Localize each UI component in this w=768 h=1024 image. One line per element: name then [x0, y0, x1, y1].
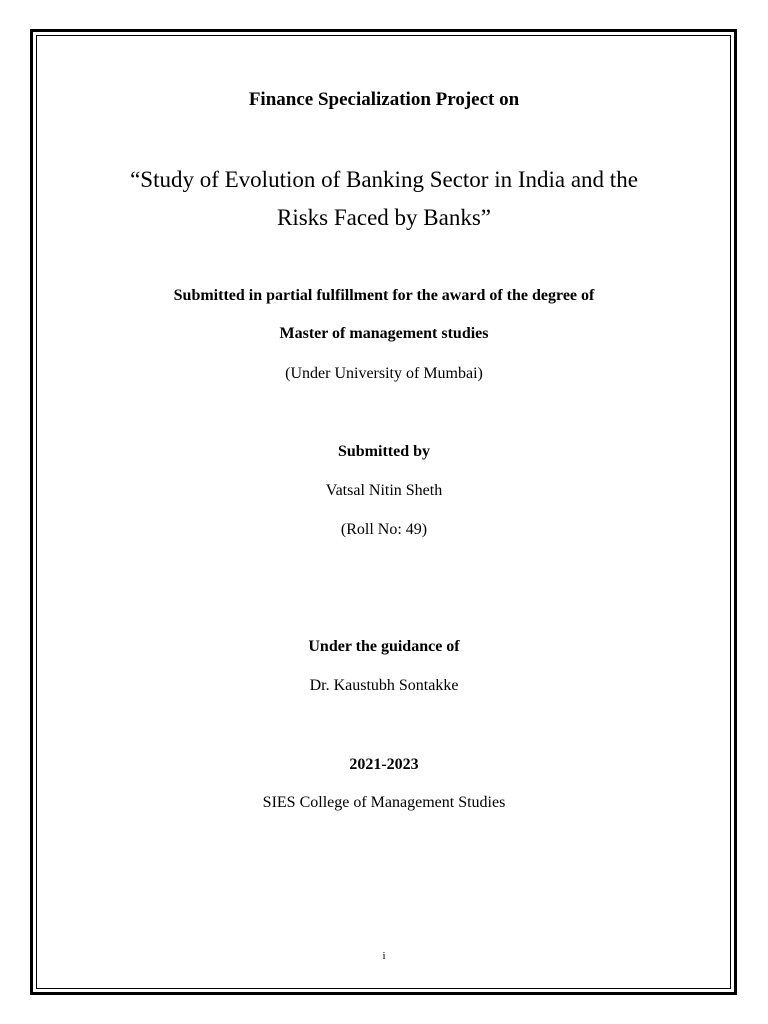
- submitted-by-label: Submitted by: [337, 443, 431, 460]
- page-number: i: [382, 950, 386, 962]
- university-name: (Under University of Mumbai): [285, 365, 483, 382]
- submission-statement: Submitted in partial fulfillment for the award of the degree of: [173, 287, 595, 304]
- guidance-label: Under the guidance of: [308, 638, 460, 655]
- project-title-line-1: “Study of Evolution of Banking Sector in India and the: [130, 167, 638, 192]
- student-name: Vatsal Nitin Sheth: [325, 482, 443, 499]
- college-name: SIES College of Management Studies: [262, 794, 506, 811]
- degree-name: Master of management studies: [279, 325, 489, 342]
- roll-number: (Roll No: 49): [340, 521, 428, 538]
- academic-year: 2021-2023: [349, 756, 419, 773]
- project-heading: Finance Specialization Project on: [248, 89, 520, 110]
- project-title-line-2: Risks Faced by Banks”: [276, 205, 491, 230]
- guide-name: Dr. Kaustubh Sontakke: [309, 677, 459, 694]
